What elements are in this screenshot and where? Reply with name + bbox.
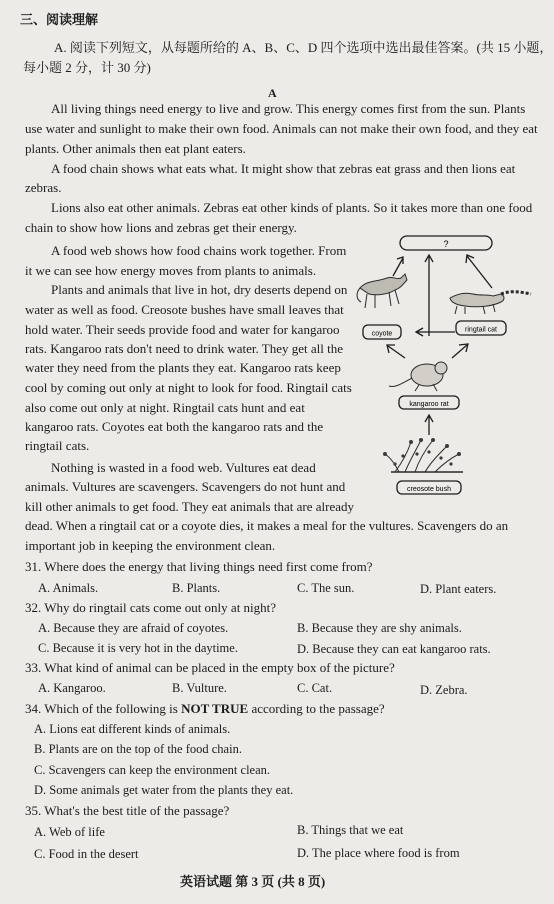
kangaroo-rat-illustration bbox=[389, 362, 447, 391]
passage-line: hold water. Their seeds provide food and water for kangaroo bbox=[25, 322, 340, 337]
q34-stem-post: according to the passage? bbox=[248, 701, 385, 716]
q31-option-a[interactable]: A. Animals. bbox=[38, 581, 99, 595]
food-web-diagram bbox=[355, 228, 540, 503]
q32-option-d[interactable]: D. Because they can eat kangaroo rats. bbox=[297, 642, 491, 656]
question-34-stem bbox=[25, 701, 385, 717]
instructions-line1: A. 阅读下列短文，从每题所给的 A、B、C、D 四个选项中选出最佳答案。(共 15 小题， bbox=[54, 40, 553, 55]
q33-option-a[interactable]: A. Kangaroo. bbox=[38, 681, 106, 695]
q34-stem-emphasis: NOT TRUE bbox=[181, 701, 249, 716]
coyote-label: coyote bbox=[371, 330, 393, 338]
question-33-stem: 33. What kind of animal can be placed in the empty box of the picture? bbox=[25, 660, 395, 675]
q34-stem-pre: 34. Which of the following is bbox=[25, 701, 182, 716]
passage-line: kangaroo rats. Coyotes eat both the kangaroo rats and the bbox=[25, 419, 324, 434]
passage-line: kill other animals to get food. They eat animals that are already bbox=[25, 499, 354, 514]
creosote-bush-label: creosote bush bbox=[407, 486, 451, 493]
q34-option-a[interactable]: A. Lions eat different kinds of animals. bbox=[34, 722, 231, 736]
creosote-bush-illustration bbox=[383, 438, 463, 472]
q35-option-c[interactable]: C. Food in the desert bbox=[34, 847, 139, 861]
passage-line: use water and sunlight to make their own food. Animals can not make their own food, and they eat bbox=[25, 121, 538, 136]
q35-option-a[interactable]: A. Web of life bbox=[34, 825, 105, 839]
passage-line: A food web shows how food chains work together. From bbox=[51, 243, 347, 258]
q34-option-b[interactable]: B. Plants are on the top of the food chain. bbox=[34, 742, 242, 756]
q33-option-c[interactable]: C. Cat. bbox=[297, 681, 333, 695]
passage-line: ringtail cats. bbox=[25, 438, 90, 453]
q35-option-b[interactable]: B. Things that we eat bbox=[297, 823, 404, 837]
passage-line: water they need from the plants they eat. Kangaroo rats keep bbox=[25, 360, 341, 375]
top-box-label: ? bbox=[443, 239, 449, 249]
passage-line: cool by coming out only at night to look for food. Ringtail cats bbox=[25, 380, 352, 395]
q31-option-d[interactable]: D. Plant eaters. bbox=[420, 582, 497, 596]
q32-option-c[interactable]: C. Because it is very hot in the daytime. bbox=[38, 641, 238, 655]
passage-line: Nothing is wasted in a food web. Vultures eat dead bbox=[51, 460, 316, 475]
passage-line: chain to show how lions and zebras get their energy. bbox=[25, 220, 297, 235]
section-title: 三、阅读理解 bbox=[20, 12, 99, 27]
passage-line: also come out only at night. Ringtail cats hunt and eat bbox=[25, 400, 305, 415]
q31-option-c[interactable]: C. The sun. bbox=[297, 581, 355, 595]
q34-option-d[interactable]: D. Some animals get water from the plants they eat. bbox=[34, 783, 294, 797]
kangaroo-rat-label: kangaroo rat bbox=[409, 401, 449, 408]
passage-line: A food chain shows what eats what. It might show that zebras eat grass and then lions eat bbox=[51, 161, 516, 176]
ringtail-label: ringtail cat bbox=[465, 326, 497, 334]
q33-option-b[interactable]: B. Vulture. bbox=[172, 681, 227, 695]
passage-line: plants. Other animals then eat plant eaters. bbox=[25, 141, 246, 156]
ringtail-illustration bbox=[450, 292, 531, 314]
passage-line: zebras. bbox=[25, 180, 62, 195]
coyote-illustration bbox=[357, 274, 407, 308]
q33-option-d[interactable]: D. Zebra. bbox=[420, 683, 468, 697]
question-32-stem: 32. Why do ringtail cats come out only at night? bbox=[25, 600, 277, 615]
instructions-line2: 每小题 2 分，计 30 分) bbox=[23, 60, 151, 75]
passage-label: A bbox=[268, 86, 277, 100]
passage-line: All living things need energy to live and grow. This energy comes first from the sun. Plants bbox=[51, 101, 526, 116]
passage-line: rats. Kangaroo rats don't need to drink water. They get all the bbox=[25, 341, 343, 356]
passage-line: important job in keeping the environment clean. bbox=[25, 538, 276, 553]
passage-line: it we can see how energy moves from plants to animals. bbox=[25, 263, 317, 278]
page-footer: 英语试题 第 3 页 (共 8 页) bbox=[180, 874, 326, 889]
passage-line: Lions also eat other animals. Zebras eat other kinds of plants. So it takes more than one food bbox=[51, 200, 533, 215]
q32-option-b[interactable]: B. Because they are shy animals. bbox=[297, 621, 462, 635]
passage-line: Plants and animals that live in hot, dry deserts depend on bbox=[51, 282, 348, 297]
passage-line: animals. Vultures are scavengers. Scavengers do not hunt and bbox=[25, 479, 346, 494]
passage-line: dead. When a ringtail cat or a coyote dies, it makes a meal for the vultures. Scavengers do an bbox=[25, 518, 509, 533]
question-35-stem: 35. What's the best title of the passage? bbox=[25, 803, 230, 818]
question-31-stem: 31. Where does the energy that living things need first come from? bbox=[25, 559, 373, 574]
q34-option-c[interactable]: C. Scavengers can keep the environment clean. bbox=[34, 763, 271, 777]
q32-option-a[interactable]: A. Because they are afraid of coyotes. bbox=[38, 621, 229, 635]
passage-line: water as well as food. Creosote bushes have small leaves that bbox=[25, 302, 344, 317]
q35-option-d[interactable]: D. The place where food is from bbox=[297, 846, 460, 860]
q31-option-b[interactable]: B. Plants. bbox=[172, 581, 221, 595]
